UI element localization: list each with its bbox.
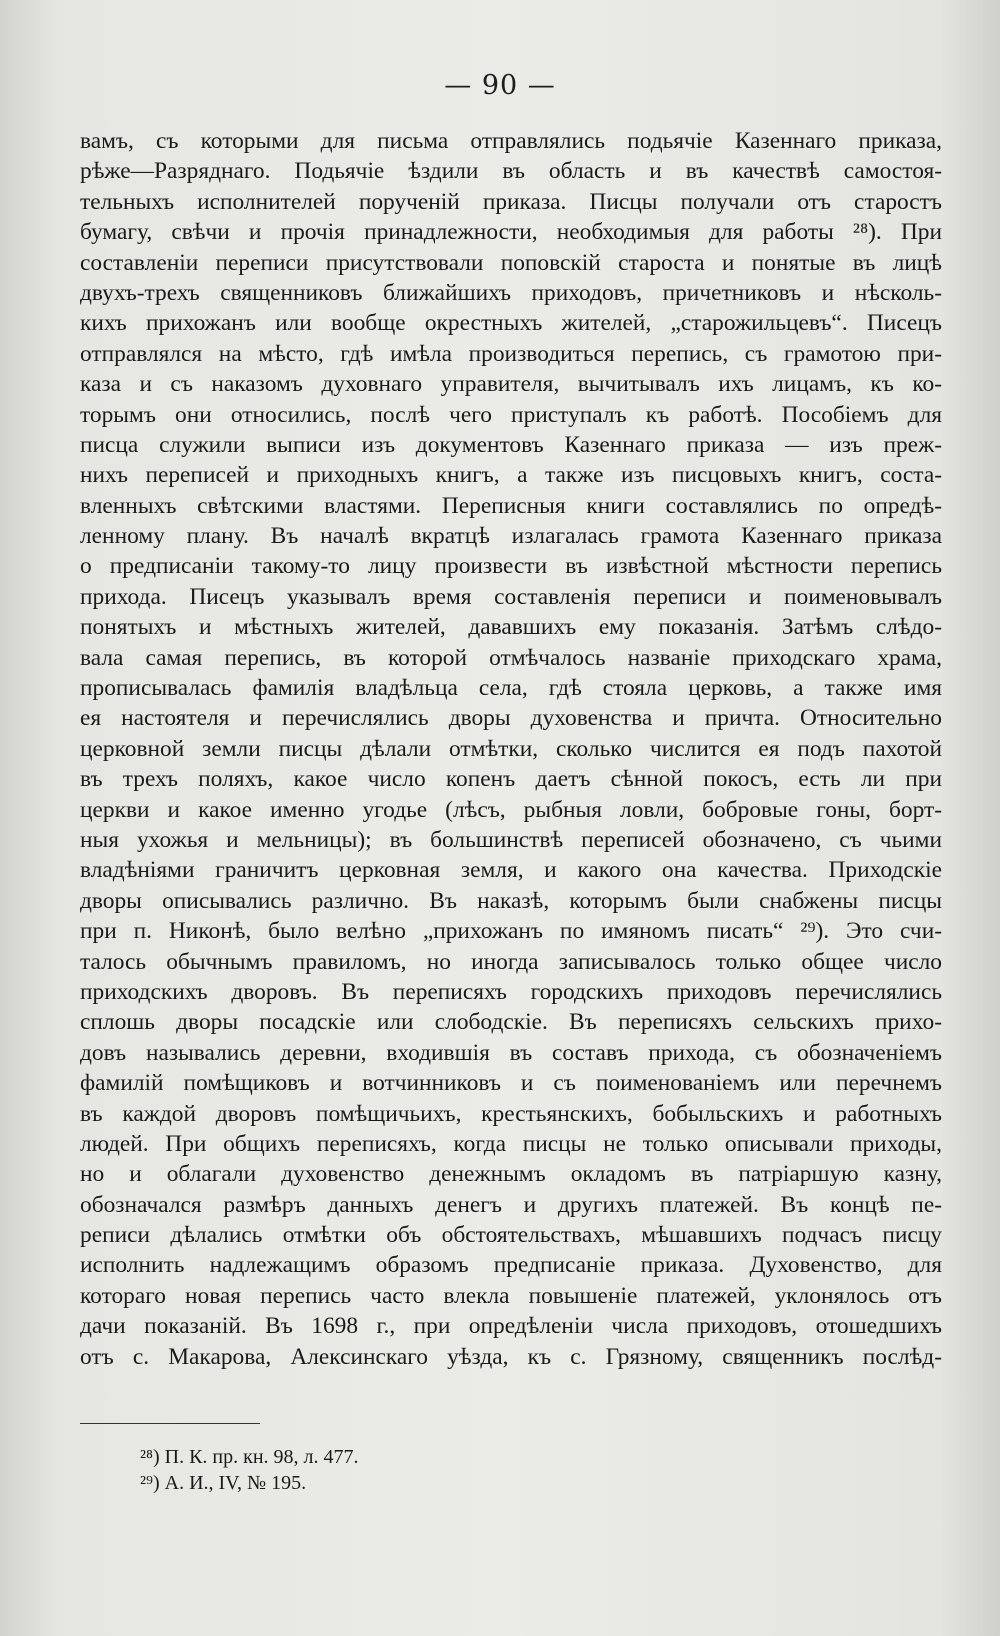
text-line: церкви и какое именно угодье (лѣсъ, рыбныя ловли, бобровые гоны, борт-: [80, 796, 942, 823]
text-line: довъ назывались деревни, входившія въ составъ прихода, съ обозначеніемъ: [80, 1039, 942, 1066]
text-line: отправлялся на мѣсто, гдѣ имѣла производиться перепись, съ грамотою при-: [80, 340, 942, 367]
text-line: кихъ прихожанъ или вообще окрестныхъ жителей, „старожильцевъ“. Писецъ: [80, 310, 942, 337]
text-line: ныя ухожья и мельницы); въ большинствѣ переписей обозначено, съ чьими: [80, 826, 942, 853]
text-line: владѣніями граничитъ церковная земля, и какого она качества. Приходскіе: [80, 857, 942, 884]
footnote-29: ²⁹) А. И., IV, № 195.: [140, 1472, 307, 1494]
text-line: церковной земли писцы дѣлали отмѣтки, сколько числится ея подъ пахотой: [80, 735, 942, 762]
text-line: отъ с. Макарова, Алексинскаго уѣзда, къ с. Грязному, священникъ послѣд-: [80, 1343, 942, 1370]
body-text: [80, 126, 942, 1372]
text-line: прихода. Писецъ указывалъ время составленія переписи и поименовывалъ: [80, 583, 942, 610]
text-line: прописывалась фамилія владѣльца села, гдѣ стояла церковь, а также имя: [80, 675, 942, 702]
text-line: въ трехъ поляхъ, какое число копенъ даетъ сѣнной покосъ, есть ли при: [80, 766, 942, 793]
text-line: ленному плану. Въ началѣ вкратцѣ излагалась грамота Казеннаго приказа: [80, 523, 942, 550]
text-line: реписи дѣлались отмѣтки объ обстоятельствахъ, мѣшавшихъ подчасъ писцу: [80, 1222, 942, 1249]
text-line: но и облагали духовенство денежнымъ окладомъ въ патріаршую казну,: [80, 1161, 942, 1188]
text-line: исполнить надлежащимъ образомъ предписаніе приказа. Духовенство, для: [80, 1252, 942, 1279]
text-line: писца служили выписи изъ документовъ Казеннаго приказа — изъ преж-: [80, 431, 942, 458]
footnote-divider: [80, 1423, 260, 1424]
text-line: при п. Никонѣ, было велѣно „прихожанъ по имяномъ писать“ ²⁹). Это счи-: [80, 918, 942, 945]
text-line: бумагу, свѣчи и прочія принадлежности, необходимыя для работы ²⁸). При: [80, 219, 942, 246]
text-line: фамилій помѣщиковъ и вотчинниковъ и съ поименованіемъ или перечнемъ: [80, 1070, 942, 1097]
text-line: нихъ переписей и приходныхъ книгъ, а также изъ писцовыхъ книгъ, соста-: [80, 462, 942, 489]
text-line: рѣже—Разряднаго. Подьячіе ѣздили въ область и въ качествѣ самостоя-: [80, 158, 942, 185]
text-line: каза и съ наказомъ духовнаго управителя, вычитывалъ ихъ лицамъ, къ ко-: [80, 371, 942, 398]
text-line: дворы описывались различно. Въ наказѣ, которымъ были снабжены писцы: [80, 887, 942, 914]
text-line: талось обычнымъ правиломъ, но иногда записывалось только общее число: [80, 948, 942, 975]
page-number: — 90 —: [444, 70, 556, 101]
text-line: о предписаніи такому-то лицу произвести въ извѣстной мѣстности перепись: [80, 553, 942, 580]
text-line: сплошь дворы посадскіе или слободскіе. Въ переписяхъ сельскихъ прихо-: [80, 1009, 942, 1036]
text-line: обозначался размѣръ данныхъ денегъ и другихъ платежей. Въ концѣ пе-: [80, 1191, 942, 1218]
footnote-28: ²⁸) П. К. пр. кн. 98, л. 477.: [140, 1446, 359, 1468]
text-line: ея настоятеля и перечислялись дворы духовенства и причта. Относительно: [80, 705, 942, 732]
text-line: вала самая перепись, въ которой отмѣчалось названіе приходскаго храма,: [80, 644, 942, 671]
text-line: людей. При общихъ переписяхъ, когда писцы не только описывали приходы,: [80, 1130, 942, 1157]
text-line: торымъ они относились, послѣ чего приступалъ къ работѣ. Пособіемъ для: [80, 401, 942, 428]
text-line: понятыхъ и мѣстныхъ жителей, дававшихъ ему показанія. Затѣмъ слѣдо-: [80, 614, 942, 641]
text-line: вленныхъ свѣтскими властями. Переписныя книги составлялись по опредѣ-: [80, 492, 942, 519]
footnotes: [140, 1444, 359, 1496]
text-line: дачи показаній. Въ 1698 г., при опредѣленіи числа приходовъ, отошедшихъ: [80, 1313, 942, 1340]
text-line: въ каждой дворовъ помѣщичьихъ, крестьянскихъ, бобыльскихъ и работныхъ: [80, 1100, 942, 1127]
text-line: котораго новая перепись часто влекла повышеніе платежей, уклонялось отъ: [80, 1282, 942, 1309]
text-line: приходскихъ дворовъ. Въ переписяхъ городскихъ приходовъ перечислялись: [80, 978, 942, 1005]
text-line: двухъ-трехъ священниковъ ближайшихъ приходовъ, причетниковъ и нѣсколь-: [80, 279, 942, 306]
text-line: вамъ, съ которыми для письма отправлялись подьячіе Казеннаго приказа,: [80, 128, 942, 154]
text-line: составленіи переписи присутствовали поповскій староста и понятые въ лицѣ: [80, 249, 942, 276]
text-line: тельныхъ исполнителей порученій приказа. Писцы получали отъ старостъ: [80, 188, 942, 215]
